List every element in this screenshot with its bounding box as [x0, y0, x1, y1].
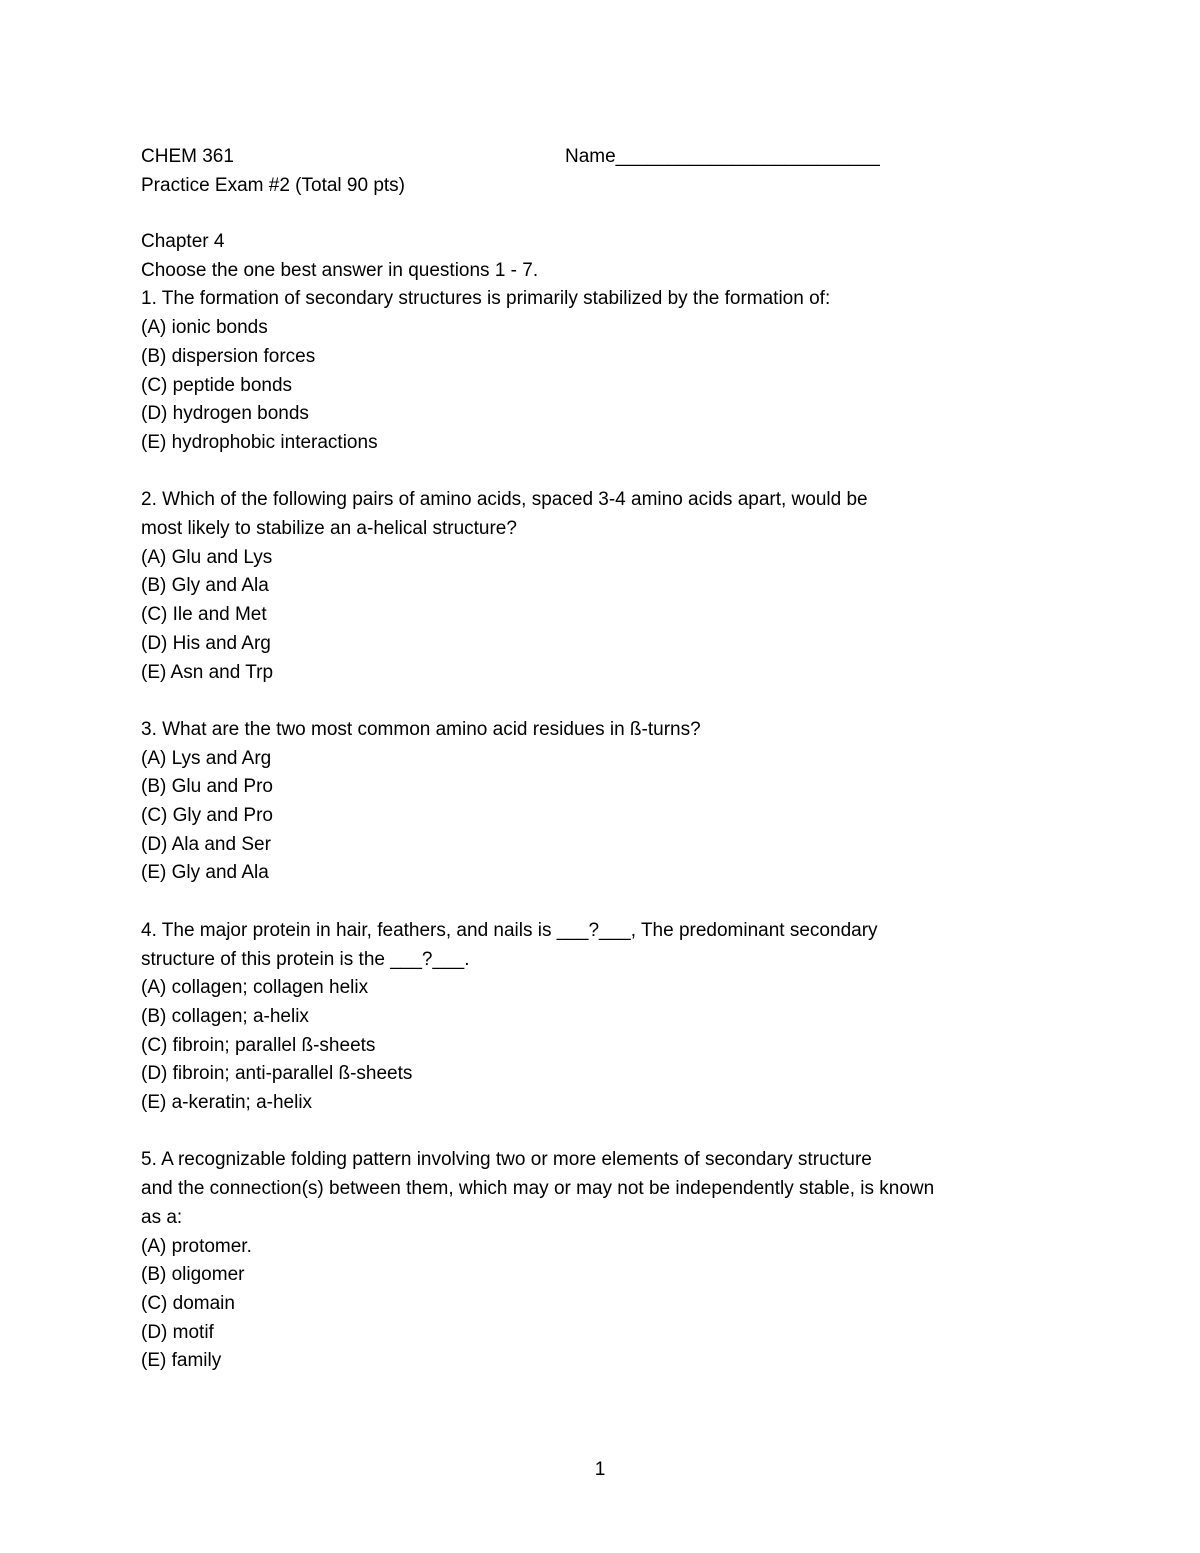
- spacer: [141, 458, 1071, 487]
- answer-option: (A) protomer.: [141, 1235, 252, 1257]
- course-code: CHEM 361: [141, 146, 234, 167]
- page-number: 1: [594, 1459, 606, 1480]
- spacer: [141, 687, 1071, 716]
- answer-option: (C) fibroin; parallel ß-sheets: [141, 1034, 376, 1056]
- answer-option: (C) peptide bonds: [141, 374, 293, 396]
- answer-option: (E) hydrophobic interactions: [141, 431, 378, 453]
- answer-option: (B) collagen; a-helix: [141, 1005, 309, 1027]
- question-text: 5. A recognizable folding pattern involving two or more elements of secondary structure: [141, 1149, 872, 1171]
- answer-option: (E) Gly and Ala: [141, 862, 269, 884]
- chapter-heading: Chapter 4: [141, 231, 225, 252]
- answer-option: (D) fibroin; anti-parallel ß-sheets: [141, 1063, 413, 1085]
- spacer: [141, 1118, 1071, 1147]
- question-2: [141, 486, 1071, 687]
- question-text: as a:: [141, 1206, 183, 1228]
- answer-option: (A) Glu and Lys: [141, 546, 273, 568]
- question-text: 3. What are the two most common amino acid residues in ß-turns?: [141, 718, 701, 740]
- exam-title: Practice Exam #2 (Total 90 pts): [141, 175, 405, 196]
- question-3: [141, 716, 1071, 888]
- answer-option: (B) oligomer: [141, 1264, 245, 1286]
- question-text: 1. The formation of secondary structures is primarily stabilized by the formation of:: [141, 288, 831, 310]
- header-right: [565, 142, 880, 171]
- answer-option: (A) Lys and Arg: [141, 747, 272, 769]
- answer-option: (B) Glu and Pro: [141, 776, 273, 798]
- question-4: [141, 917, 1071, 1118]
- answer-option: (A) collagen; collagen helix: [141, 977, 369, 999]
- answer-option: (E) a-keratin; a-helix: [141, 1092, 313, 1114]
- answer-option: (B) dispersion forces: [141, 345, 316, 367]
- answer-option: (B) Gly and Ala: [141, 575, 269, 597]
- question-text: structure of this protein is the ___?___.: [141, 948, 470, 970]
- answer-option: (D) His and Arg: [141, 632, 271, 654]
- question-text: 4. The major protein in hair, feathers, and nails is ___?___, The predominant secondary: [141, 919, 878, 941]
- question-text: 2. Which of the following pairs of amino acids, spaced 3-4 amino acids apart, would be: [141, 489, 868, 511]
- answer-option: (C) Gly and Pro: [141, 805, 273, 827]
- answer-option: (A) ionic bonds: [141, 317, 268, 339]
- question-5: [141, 1146, 1071, 1376]
- question-1: [141, 285, 1071, 457]
- header-left: [141, 142, 405, 200]
- answer-option: (D) hydrogen bonds: [141, 403, 309, 425]
- answer-option: (C) Ile and Met: [141, 604, 267, 626]
- answer-option: (D) Ala and Ser: [141, 833, 271, 855]
- answer-option: (E) family: [141, 1350, 222, 1372]
- name-field-label: Name_________________________: [565, 146, 880, 167]
- exam-content: [141, 228, 1071, 1376]
- question-text: most likely to stabilize an a-helical structure?: [141, 518, 517, 540]
- answer-option: (E) Asn and Trp: [141, 661, 274, 683]
- instructions: Choose the one best answer in questions 1 - 7.: [141, 259, 539, 281]
- spacer: [141, 888, 1071, 917]
- answer-option: (C) domain: [141, 1292, 235, 1314]
- answer-option: (D) motif: [141, 1321, 214, 1343]
- question-text: and the connection(s) between them, which may or may not be independently stable, is known: [141, 1178, 935, 1200]
